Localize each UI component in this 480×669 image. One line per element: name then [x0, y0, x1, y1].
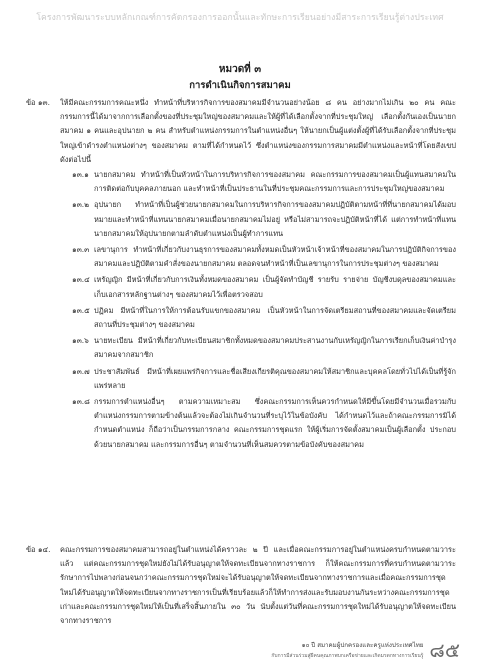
sub-item — [60, 243, 456, 271]
sub-item-number: ๑๓.๗ — [72, 366, 90, 376]
sub-item-list — [60, 168, 456, 452]
section-number: ข้อ ๑๓. — [26, 98, 50, 107]
sub-item-text: ประชาสัมพันธ์ มีหน้าที่เผยแพร่กิจการและชื่อเสียงเกียรติคุณของสมาคมให้สมาชิกและบุคคลโดยทั่วไปได้เป็นที่รู้จักแพร่หลาย — [94, 366, 456, 390]
sub-item-number: ๑๓.๔ — [72, 275, 90, 285]
sub-item-text: อุปนายก ทำหน้าที่เป็นผู้ช่วยนายกสมาคมในการบริหารกิจการของสมาคมปฏิบัติตามหน้าที่ที่นายกสมาคมได้มอบหมายและทำหน้าที่แทนนายกสมาคมเมื่อนายกสมาคมไม่อยู่ หรือไม่สามารถจะปฏิบัติหน้าที่ได้ แต่การทำหน้าที่แทนนายกสมาคมให้อุปนายกตามลำดับตำแหน่งเป็นผู้ทำการแทน — [94, 200, 456, 238]
page-footer — [271, 639, 460, 661]
footer-caption — [271, 641, 423, 661]
chapter-subtitle: การดำเนินกิจการสมาคม — [189, 80, 291, 91]
sub-item — [60, 304, 456, 332]
sub-item-number: ๑๓.๓ — [72, 245, 90, 255]
sub-item-number: ๑๓.๖ — [72, 336, 89, 346]
sub-item — [60, 395, 456, 452]
page-number: ๘๕ — [429, 638, 460, 662]
section-text: คณะกรรมการของสมาคมสามารถอยู่ในตำแหน่งได้คราวละ ๒ ปี และเมื่อคณะกรรมการอยู่ในตำแหน่งครบกำหนดตามวาระแล้ว แต่คณะกรรมการชุดใหม่ยังไม่ได้รับอนุญาตให้จดทะเบียนจากทางราชการ ก็ให้คณะกรรมการที่ครบกำหนดตามวาระรักษาการไปพลางก่อนจนกว่าคณะกรรมการชุดใหม่จะได้รับอนุญาตให้จดทะเบียนจากทางราชการและเมื่อคณะกรรมการชุดใหม่ได้รับอนุญาตให้จดทะเบียนจากทางราชการเป็นที่เรียบร้อยแล้วก็ให้ทำการส่งและรับมอบงานกันระหว่างคณะกรรมการชุดเก่าและคณะกรรมการชุดใหม่ให้เป็นที่เสร็จสิ้นภายใน ๓๐ วัน นับตั้งแต่วันที่คณะกรรมการชุดใหม่ได้รับอนุญาตให้จดทะเบียนจากทางราชการ — [60, 545, 456, 626]
sub-item-text: นายทะเบียน มีหน้าที่เกี่ยวกับทะเบียนสมาชิกทั้งหมดของสมาคมประสานงานกับเหรัญญิกในการเรียกเก็บเงินค่าบำรุงสมาคมจากสมาชิก — [94, 336, 456, 360]
sub-item — [60, 365, 456, 393]
sub-item-number: ๑๓.๘ — [72, 397, 90, 407]
sub-item-text: กรรมการตำแหน่งอื่นๆ ตามความเหมาะสม ซึ่งคณะกรรมการเห็นควรกำหนดให้มีขึ้นโดยมีจำนวนเมื่อรวมกับตำแหน่งกรรมการตามข้างต้นแล้วจะต้องไม่เกินจำนวนที่ระบุไว้ในข้อบังคับ ได้กำหนดไว้และถ้าคณะกรรมการมิได้กำหนดตำแหน่ง ก็ถือว่าเป็นกรรมการกลาง คณะกรรมการชุดแรก ให้ผู้เริ่มการจัดตั้งสมาคมเป็นผู้เลือกตั้ง ประกอบด้วยนายกสมาคม และกรรมการอื่นๆ ตามจำนวนที่เห็นสมควรตามข้อบังคับของสมาคม — [94, 397, 456, 449]
running-header: โครงการพัฒนาระบบหลักเกณฑ์การคัดกรองการออกนั้นและทักษะการเรียนอย่างมีสาระการเรียนรู้ต่างประเทศ — [36, 13, 444, 23]
sub-item — [60, 168, 456, 196]
sub-item — [60, 273, 456, 301]
sub-item-number: ๑๓.๑ — [72, 170, 89, 180]
sub-item-text: เหรัญญิก มีหน้าที่เกี่ยวกับการเงินทั้งหมดของสมาคม เป็นผู้จัดทำบัญชี รายรับ รายจ่าย บัญชีงบดุลของสมาคมและเก็บเอกสารหลักฐานต่างๆ ของสมาคมไว้เพื่อตรวจสอบ — [94, 275, 456, 299]
chapter-heading — [0, 63, 480, 93]
sub-item-text: นายกสมาคม ทำหน้าที่เป็นหัวหน้าในการบริหารกิจการของสมาคม คณะกรรมการของสมาคมเป็นผู้แทนสมาคมในการติดต่อกับบุคคลภายนอก และทำหน้าที่เป็นประธานในที่ประชุมคณะกรรมการและการประชุมใหญ่ของสมาคม — [94, 170, 456, 194]
footer-subtitle: กับการมีส่วนร่วมสู่ฝีคนคุณภาพบกเครือข่ายและเกิดมรดกทางการเรียนรู้ — [271, 653, 424, 659]
sub-item-text: เลขานุการ ทำหน้าที่เกี่ยวกับงานธุรการของสมาคมทั้งหมดเป็นหัวหน้าเจ้าหน้าที่ของสมาคมในการปฏิบัติกิจการของสมาคมและปฏิบัติตามคำสั่งของนายกสมาคม ตลอดจนทำหน้าที่เป็นเลขานุการในการประชุมต่างๆ ของสมาคม — [94, 245, 456, 269]
sub-item-number: ๑๓.๕ — [72, 305, 90, 315]
chapter-title: หมวดที่ ๓ — [218, 64, 262, 75]
footer-title: ๑๐ ปี สมาคมผู้ปกครองและครูแห่งประเทศไทย — [301, 642, 424, 649]
sub-item — [60, 198, 456, 241]
sub-item-number: ๑๓.๒ — [72, 200, 89, 210]
sub-item — [60, 334, 456, 362]
section-14 — [26, 543, 456, 628]
section-text: ให้มีคณะกรรมการคณะหนึ่ง ทำหน้าที่บริหารกิจการของสมาคมมีจำนวนอย่างน้อย ๘ คน อย่างมากไม่เกิน ๒๐ คน คณะกรรมการนี้ได้มาจากการเลือกตั้งของที่ประชุมใหญ่ของสมาคมและให้ผู้ที่ได้เลือกตั้งจากที่ประชุมใหญ่ เลือกตั้งกันเองเป็นนายกสมาคม ๑ คนและอุปนายก ๒ คน สำหรับตำแหน่งกรรมการในตำแหน่งอื่นๆ ให้นายกเป็นผู้แต่งตั้งผู้ที่ได้รับเลือกตั้งจากที่ประชุมใหญ่เข้าดำรงตำแหน่งต่างๆ ของสมาคม ตามที่ได้กำหนดไว้ ซึ่งตำแหน่งของกรรมการสมาคมมีตำแหน่งและหน้าที่โดยสังเขปดังต่อไปนี้ — [60, 98, 456, 164]
sub-item-text: ปฏิคม มีหน้าที่ในการให้การต้อนรับแขกของสมาคม เป็นหัวหน้าในการจัดเตรียมสถานที่ของสมาคมและจัดเตรียมสถานที่ประชุมต่างๆ ของสมาคม — [94, 305, 456, 330]
section-number: ข้อ ๑๔. — [26, 545, 51, 554]
section-13 — [26, 96, 456, 454]
